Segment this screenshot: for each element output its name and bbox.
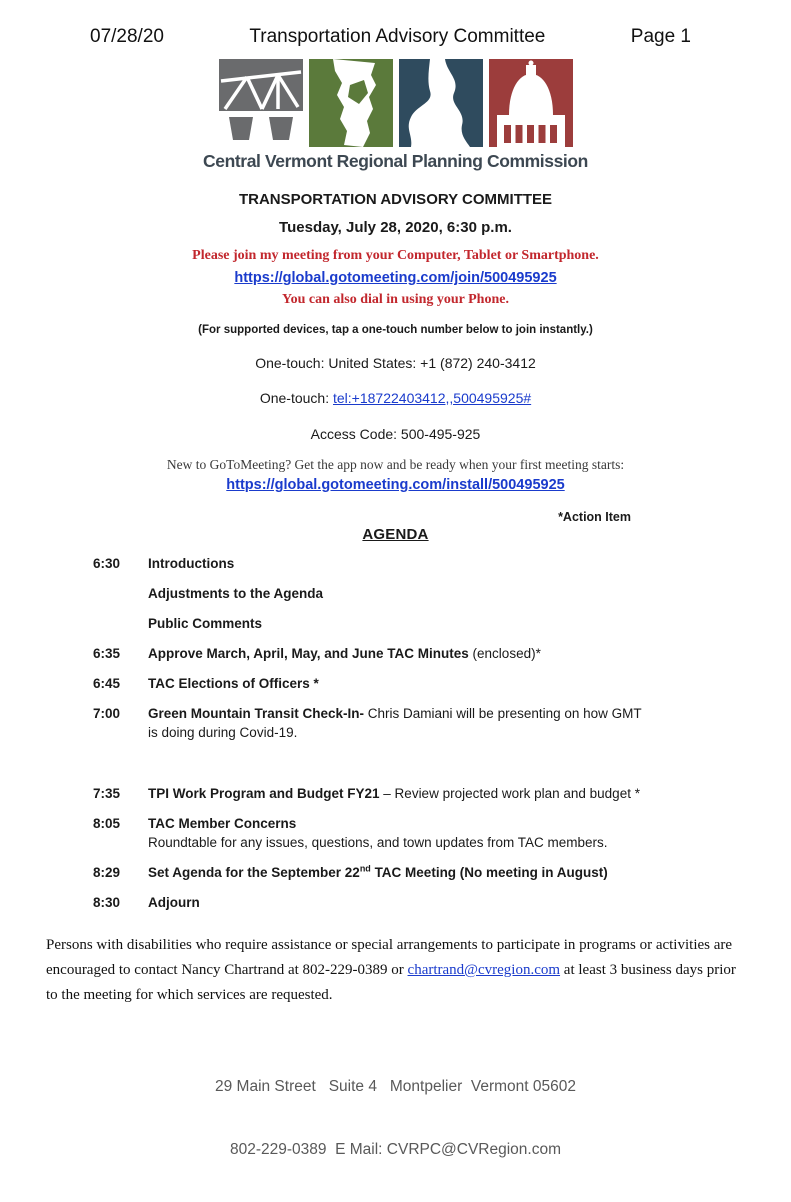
dial-prompt: You can also dial in using your Phone. xyxy=(282,292,509,307)
notice-text-post: at least 3 business days prior to the meeting for which services are requested. xyxy=(46,962,736,1003)
agenda-item-label: Adjustments to the Agenda xyxy=(148,586,324,601)
address-contact-line: 802-229-0389 E Mail: CVRPC@CVRegion.com xyxy=(229,1141,562,1158)
road-icon xyxy=(399,59,483,147)
one-touch-us-line: One-touch: United States: +1 (872) 240-3412 xyxy=(255,355,536,371)
agenda-item-detail: Chris Damiani will be presenting on how GMT is doing during Covid-19. xyxy=(148,706,642,740)
agenda-item xyxy=(0,614,791,633)
agenda-item-label: Public Comments xyxy=(148,616,263,631)
agenda-item-label: TAC Elections of Officers * xyxy=(148,676,319,691)
header-page-number: Page 1 xyxy=(630,26,691,47)
ordinal-superscript: nd xyxy=(359,863,371,874)
meeting-datetime: Tuesday, July 28, 2020, 6:30 p.m. xyxy=(279,219,512,236)
agenda-item-label: TAC Member Concerns xyxy=(148,816,297,831)
one-touch-label: One-touch: xyxy=(259,390,333,406)
join-meeting-link[interactable]: https://global.gotomeeting.com/join/500495925 xyxy=(234,270,557,286)
notice-text-pre: Persons with disabilities who require assistance or special arrangements to participate in programs or activities are encouraged to contact Nancy Chartrand at 802-229-0389 or xyxy=(46,937,733,978)
agenda-item xyxy=(0,674,791,693)
footer-address xyxy=(0,1034,791,1202)
capitol-dome-icon xyxy=(489,59,573,147)
install-link-line xyxy=(0,477,791,493)
agenda-time: 8:30 xyxy=(93,895,121,910)
logo-tiles xyxy=(0,59,791,147)
agenda-item xyxy=(0,584,791,603)
agenda-item-detail: Roundtable for any issues, questions, and town updates from TAC members. xyxy=(148,835,608,850)
agenda-time: 8:29 xyxy=(93,865,121,880)
cvrpc-logo xyxy=(0,59,791,172)
agenda-item-detail: – Review projected work plan and budget * xyxy=(383,786,640,801)
accessibility-notice xyxy=(46,933,745,1008)
agenda-item-detail: (enclosed)* xyxy=(472,646,541,661)
agenda-item xyxy=(0,893,791,912)
agenda-item xyxy=(0,814,791,852)
join-prompt: Please join my meeting from your Computer, Tablet or Smartphone. xyxy=(192,248,599,263)
agenda-item-label: Adjourn xyxy=(148,895,200,910)
vermont-state-icon xyxy=(309,59,393,147)
agenda-item-label: Approve March, April, May, and June TAC Minutes xyxy=(148,646,473,661)
agenda-item xyxy=(0,554,791,573)
action-item-note: *Action Item xyxy=(558,510,631,524)
agenda-item xyxy=(0,704,791,742)
address-line: 29 Main Street Suite 4 Montpelier Vermont 05602 xyxy=(214,1078,576,1095)
agenda-item-label: Introductions xyxy=(148,556,235,571)
agenda-heading: AGENDA xyxy=(362,526,429,543)
supported-devices-note: (For supported devices, tap a one-touch number below to join instantly.) xyxy=(198,324,593,336)
one-touch-tel-link[interactable]: tel:+18722403412,,500495925# xyxy=(333,390,532,406)
header-date: 07/28/20 xyxy=(90,26,164,47)
join-link-line xyxy=(0,270,791,286)
one-touch-tel-line xyxy=(0,390,791,406)
agenda-time: 7:00 xyxy=(93,706,121,721)
agenda-time xyxy=(93,614,148,633)
agenda-time: 6:35 xyxy=(93,646,121,661)
agenda-item-label: Green Mountain Transit Check-In- xyxy=(148,706,368,721)
agenda-item-label: Set Agenda for the September 22 xyxy=(148,865,360,880)
agenda-list xyxy=(0,554,791,912)
install-app-link[interactable]: https://global.gotomeeting.com/install/500495925 xyxy=(226,477,565,493)
agenda-time: 8:05 xyxy=(93,816,121,831)
agenda-time xyxy=(93,584,148,603)
agenda-item xyxy=(0,644,791,663)
bridge-icon xyxy=(219,59,303,147)
contact-email-link[interactable]: chartrand@cvregion.com xyxy=(407,962,561,978)
committee-title: TRANSPORTATION ADVISORY COMMITTEE xyxy=(238,191,553,208)
agenda-time: 6:30 xyxy=(93,556,121,571)
agenda-time: 7:35 xyxy=(93,786,121,801)
access-code: Access Code: 500-495-925 xyxy=(310,426,481,442)
agenda-item xyxy=(0,784,791,803)
gotomeeting-new-user-note: New to GoToMeeting? Get the app now and be ready when your first meeting starts: xyxy=(166,457,625,472)
agenda-item-label: TPI Work Program and Budget FY21 xyxy=(148,786,384,801)
agenda-item-label: TAC Meeting (No meeting in August) xyxy=(370,865,608,880)
agenda-item xyxy=(0,863,791,882)
logo-caption: Central Vermont Regional Planning Commission xyxy=(203,151,588,171)
header-title: Transportation Advisory Committee xyxy=(249,26,546,47)
agenda-time: 6:45 xyxy=(93,676,121,691)
document-header xyxy=(0,0,791,48)
